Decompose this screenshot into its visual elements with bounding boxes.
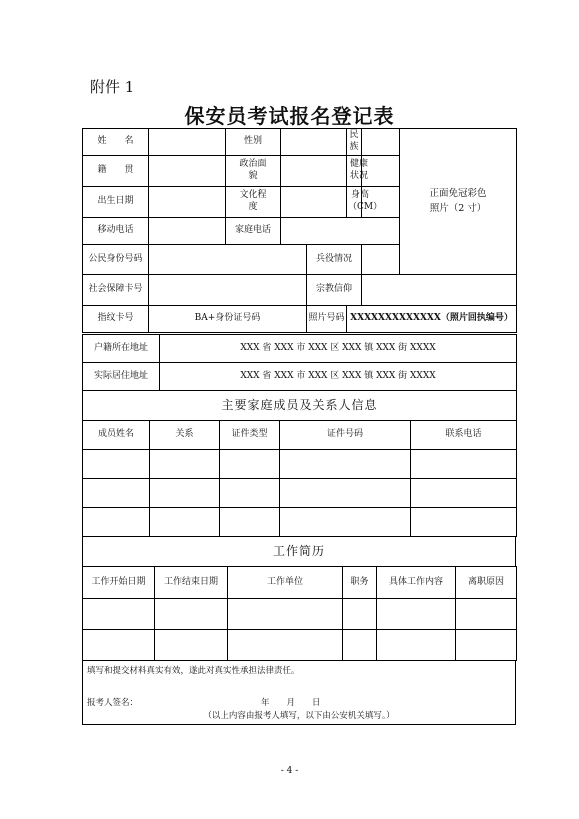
family-row — [83, 450, 517, 479]
family-cell[interactable] — [280, 479, 411, 508]
education-field[interactable] — [281, 187, 347, 218]
religion-label: 宗教信仰 — [307, 275, 362, 306]
work-header: 具体工作内容 — [377, 567, 456, 599]
height-label — [347, 187, 383, 218]
family-header: 成员姓名 — [83, 421, 150, 450]
work-section-table — [82, 536, 516, 567]
fill-note: （以上内容由报考人填写，以下由公安机关填写。） — [203, 711, 395, 721]
photo-box — [400, 129, 517, 275]
family-section-title: 主要家庭成员及关系人信息 — [83, 391, 517, 421]
home-phone-field[interactable] — [281, 218, 400, 245]
work-section-title: 工作简历 — [83, 537, 516, 567]
ethnicity-field[interactable] — [362, 129, 400, 156]
health-label-text: 健康状况 — [349, 159, 368, 181]
military-field[interactable] — [362, 245, 400, 275]
work-cell[interactable] — [83, 599, 155, 630]
work-row — [83, 630, 517, 661]
basic-info-table — [82, 128, 517, 333]
work-cell[interactable] — [456, 599, 517, 630]
family-row — [83, 479, 517, 508]
photo-code-label: 照片号码 — [307, 306, 347, 333]
work-cell[interactable] — [155, 599, 228, 630]
address-table — [82, 334, 517, 391]
family-header: 证件类型 — [220, 421, 280, 450]
declaration-cell — [83, 661, 516, 725]
work-cell[interactable] — [83, 630, 155, 661]
family-cell[interactable] — [83, 508, 150, 537]
family-row — [83, 508, 517, 537]
date-label: 年 月 日 — [261, 698, 321, 708]
health-label — [347, 156, 368, 187]
family-cell[interactable] — [220, 450, 280, 479]
family-header: 证件号码 — [280, 421, 411, 450]
work-row — [83, 599, 517, 630]
work-cell[interactable] — [228, 599, 343, 630]
family-cell[interactable] — [280, 450, 411, 479]
form-title: 保安员考试报名登记表 — [184, 104, 395, 128]
work-cell[interactable] — [456, 630, 517, 661]
birth-label: 出生日期 — [83, 187, 149, 218]
family-cell[interactable] — [411, 479, 517, 508]
name-field[interactable] — [149, 129, 226, 156]
gender-label: 性别 — [226, 129, 281, 156]
family-cell[interactable] — [150, 450, 220, 479]
social-security-field[interactable] — [149, 275, 307, 306]
military-label: 兵役情况 — [307, 245, 362, 275]
family-header: 联系电话 — [411, 421, 517, 450]
political-field[interactable] — [281, 156, 347, 187]
photo-box-text: 正面免冠彩色照片（2 寸） — [429, 188, 487, 214]
family-cell[interactable] — [150, 479, 220, 508]
hukou-label: 户籍所在地址 — [83, 335, 160, 363]
id-number-label: 公民身份号码 — [83, 245, 149, 275]
attachment-label: 附件 1 — [90, 78, 135, 96]
residence-label: 实际居住地址 — [83, 363, 160, 391]
work-header: 职务 — [343, 567, 377, 599]
photo-code-value[interactable]: XXXXXXXXXXXXX（照片回执编号） — [347, 306, 517, 333]
native-place-field[interactable] — [149, 156, 226, 187]
home-phone-label: 家庭电话 — [226, 218, 281, 245]
height-label-text: 身高（CM） — [348, 190, 383, 212]
religion-field[interactable] — [362, 275, 517, 306]
family-cell[interactable] — [280, 508, 411, 537]
work-cell[interactable] — [155, 630, 228, 661]
work-cell[interactable] — [343, 599, 377, 630]
gender-field[interactable] — [281, 129, 347, 156]
work-table — [82, 566, 517, 661]
work-header: 工作结束日期 — [155, 567, 228, 599]
work-cell[interactable] — [377, 630, 456, 661]
family-cell[interactable] — [83, 450, 150, 479]
family-header: 关系 — [150, 421, 220, 450]
education-label — [226, 187, 281, 218]
family-cell[interactable] — [411, 508, 517, 537]
family-table — [82, 390, 517, 537]
family-cell[interactable] — [220, 508, 280, 537]
fingerprint-label: 指纹卡号 — [83, 306, 149, 333]
work-cell[interactable] — [377, 599, 456, 630]
social-security-label: 社会保障卡号 — [83, 275, 149, 306]
work-header: 离职原因 — [456, 567, 517, 599]
family-cell[interactable] — [411, 450, 517, 479]
page-number: - 4 - — [280, 766, 299, 776]
political-label — [226, 156, 281, 187]
signature-label: 报考人签名： — [87, 698, 139, 708]
declaration-text: 填写和提交材料真实有效，遂此对真实性承担法律责任。 — [87, 666, 300, 676]
declaration-table — [82, 660, 516, 725]
id-number-field[interactable] — [149, 245, 307, 275]
ethnicity-label: 民族 — [347, 129, 362, 156]
work-cell[interactable] — [228, 630, 343, 661]
name-label: 姓 名 — [83, 129, 149, 156]
birth-field[interactable] — [149, 187, 226, 218]
mobile-field[interactable] — [149, 218, 226, 245]
work-cell[interactable] — [343, 630, 377, 661]
political-label-text: 政治面貌 — [239, 159, 267, 181]
work-header: 工作开始日期 — [83, 567, 155, 599]
fingerprint-value[interactable]: BA+身份证号码 — [149, 306, 307, 333]
work-header: 工作单位 — [228, 567, 343, 599]
family-cell[interactable] — [83, 479, 150, 508]
native-place-label: 籍 贯 — [83, 156, 149, 187]
residence-value[interactable]: XXX 省 XXX 市 XXX 区 XXX 镇 XXX 街 XXXX — [160, 363, 517, 391]
hukou-value[interactable]: XXX 省 XXX 市 XXX 区 XXX 镇 XXX 街 XXXX — [160, 335, 517, 363]
education-label-text: 文化程度 — [239, 190, 267, 212]
family-cell[interactable] — [150, 508, 220, 537]
family-cell[interactable] — [220, 479, 280, 508]
mobile-label: 移动电话 — [83, 218, 149, 245]
